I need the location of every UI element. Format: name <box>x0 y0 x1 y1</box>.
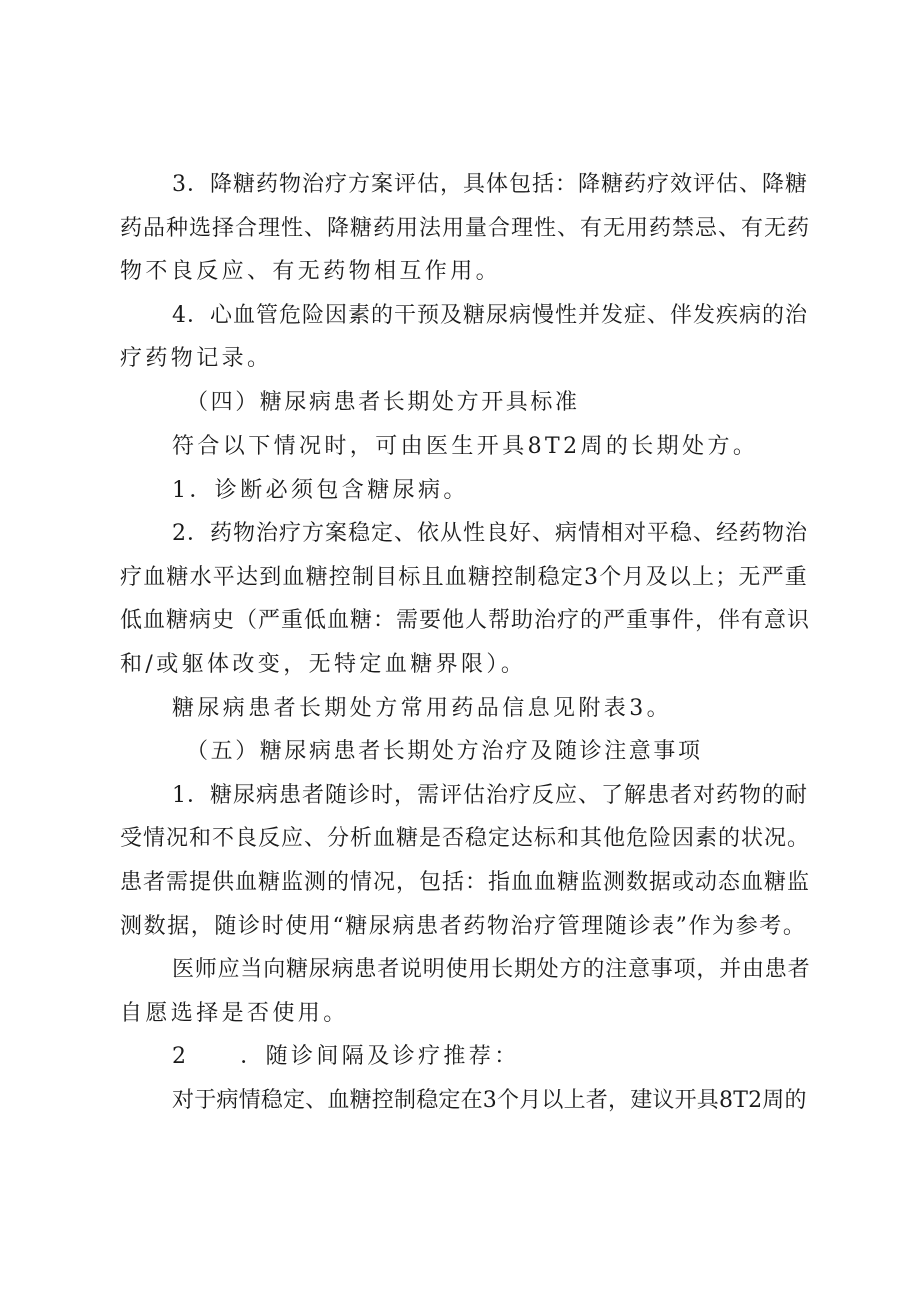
paragraph-followup-1-line-2: 受情况和不良反应、分析血糖是否稳定达标和其他危险因素的状况。 <box>120 826 811 851</box>
section-heading-4: （四）糖尿病患者长期处方开具标准 <box>186 390 580 415</box>
paragraph-criteria-2-line-2: 疗血糖水平达到血糖控制目标且血糖控制稳定3个月及以上；无严重 <box>120 565 808 590</box>
paragraph-followup-2: 2 ．随诊间隔及诊疗推荐： <box>172 1044 520 1069</box>
paragraph-followup-1-line-4: 测数据，随诊时使用“糖尿病患者药物治疗管理随诊表”作为参考。 <box>120 914 807 939</box>
paragraph-item-3-line-3: 物不良反应、有无药物相互作用。 <box>120 259 502 284</box>
paragraph-criteria-1: 1．诊断必须包含糖尿病。 <box>172 478 469 503</box>
paragraph-criteria-intro: 符合以下情况时，可由医生开具8T2周的长期处方。 <box>172 434 759 459</box>
paragraph-item-4-line-1: 4．心血管危险因素的干预及糖尿病慢性并发症、伴发疾病的治 <box>172 303 808 328</box>
paragraph-physician-line-1: 医师应当向糖尿病患者说明使用长期处方的注意事项，并由患者 <box>172 957 811 982</box>
paragraph-item-4-line-2: 疗药物记录。 <box>120 346 273 371</box>
paragraph-physician-line-2: 自愿选择是否使用。 <box>120 1001 349 1026</box>
paragraph-stable-patients: 对于病情稳定、血糖控制稳定在3个月以上者，建议开具8T2周的 <box>172 1088 807 1113</box>
paragraph-criteria-2-line-1: 2．药物治疗方案稳定、依从性良好、病情相对平稳、经药物治 <box>172 521 808 546</box>
paragraph-item-3-line-2: 药品种选择合理性、降糖药用法用量合理性、有无用药禁忌、有无药 <box>120 216 811 241</box>
paragraph-criteria-2-line-4: 和/或躯体改变，无特定血糖界限）。 <box>120 652 527 677</box>
paragraph-appendix-note: 糖尿病患者长期处方常用药品信息见附表3。 <box>172 696 672 721</box>
paragraph-followup-1-line-1: 1．糖尿病患者随诊时，需评估治疗反应、了解患者对药物的耐 <box>172 783 808 808</box>
paragraph-criteria-2-line-3: 低血糖病史（严重低血糖：需要他人帮助治疗的严重事件，伴有意识 <box>120 608 811 633</box>
section-heading-5: （五）糖尿病患者长期处方治疗及随诊注意事项 <box>186 739 703 764</box>
paragraph-followup-1-line-3: 患者需提供血糖监测的情况，包括：指血血糖监测数据或动态血糖监 <box>120 870 811 895</box>
paragraph-item-3-line-1: 3．降糖药物治疗方案评估，具体包括：降糖药疗效评估、降糖 <box>172 172 808 197</box>
